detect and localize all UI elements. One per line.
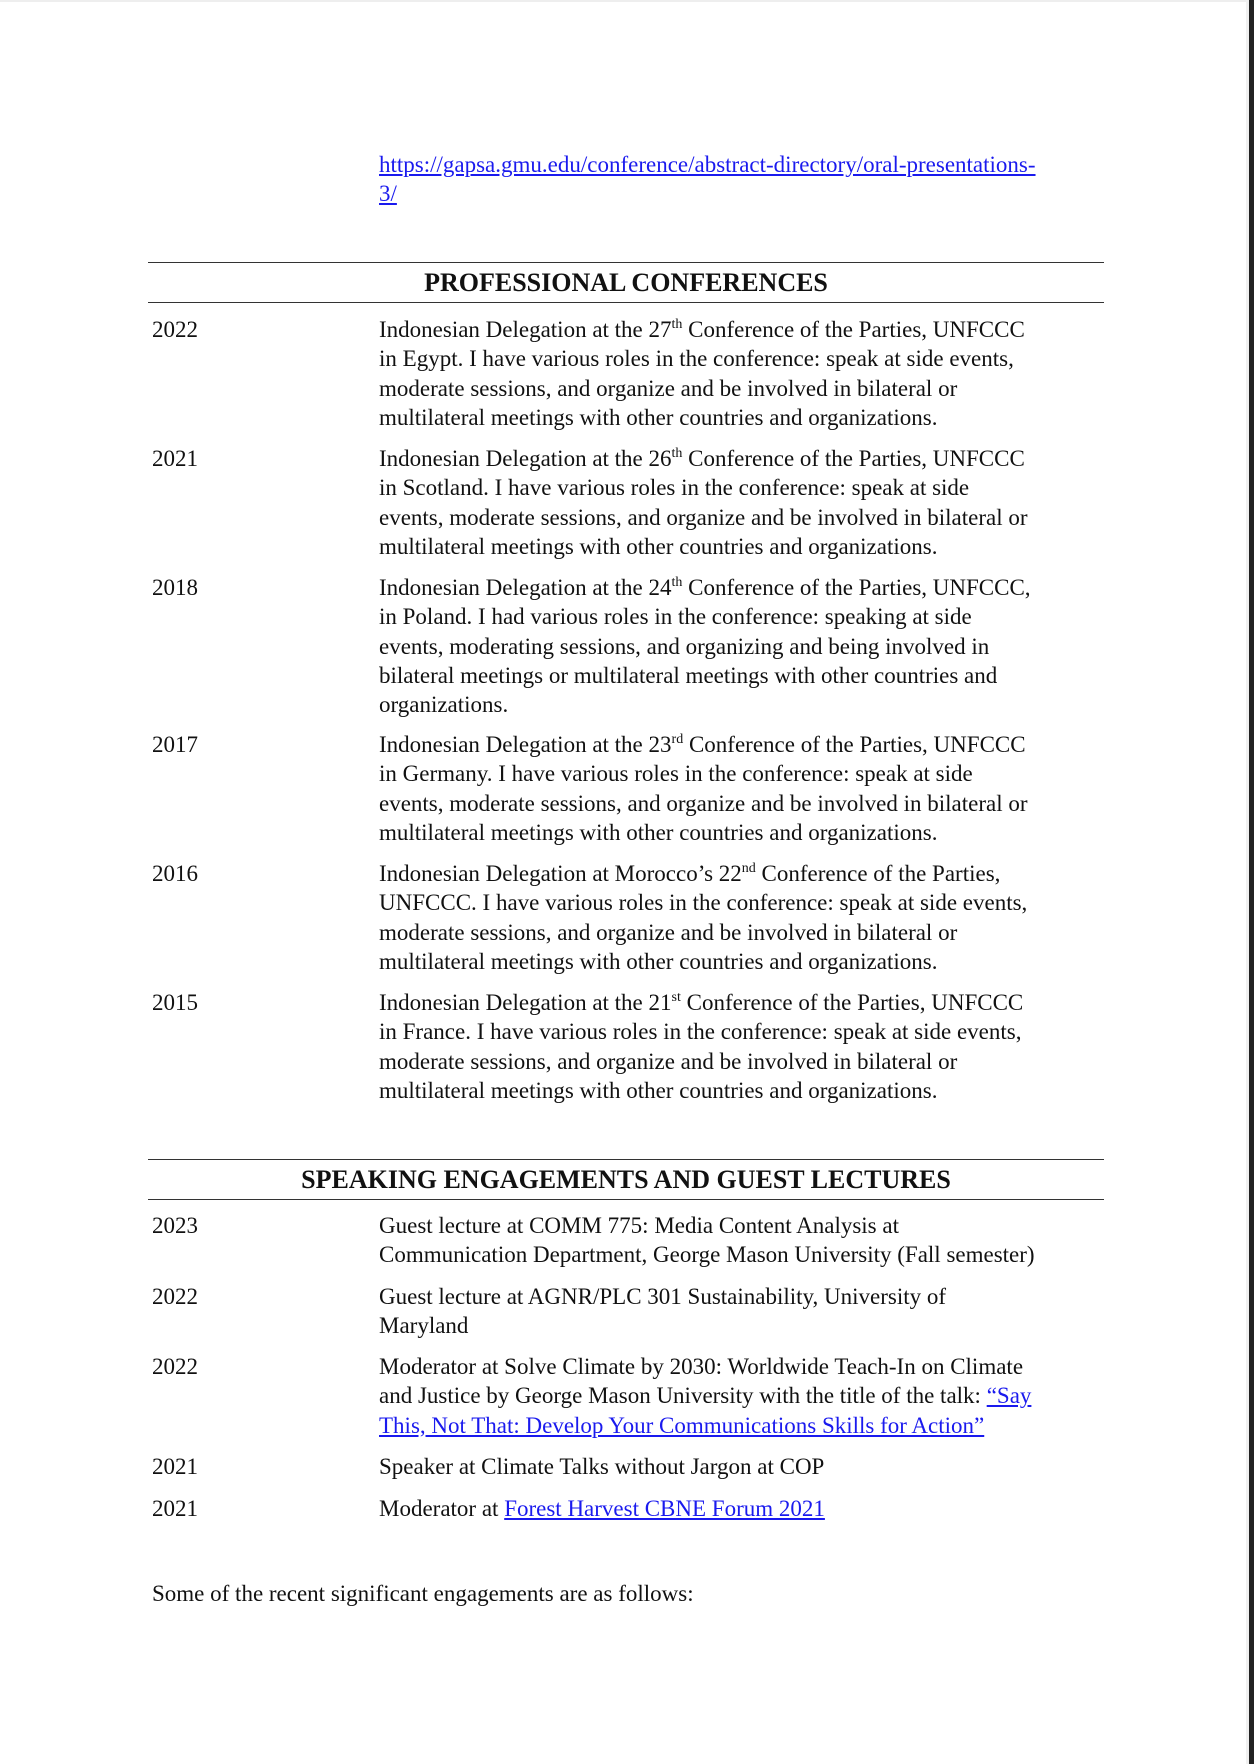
- entry-year: 2021: [152, 1454, 198, 1479]
- description-line: [379, 1017, 1023, 1046]
- hyperlink[interactable]: This, Not That: Develop Your Communications Skills for Action”: [379, 1412, 985, 1438]
- top-link[interactable]: [379, 150, 1036, 209]
- entry-year: 2022: [152, 1284, 198, 1309]
- section-divider: [148, 1199, 1104, 1200]
- text-run: Conference of the Parties, UNFCCC: [682, 317, 1025, 342]
- description-line: [379, 602, 1031, 631]
- text-run: Conference of the Parties, UNFCCC: [683, 732, 1026, 757]
- description-line: [379, 947, 1027, 976]
- text-run: Conference of the Parties, UNFCCC: [680, 990, 1024, 1015]
- description-line: [379, 888, 1027, 917]
- entry-description: [379, 444, 1028, 561]
- description-line: [379, 759, 1028, 788]
- text-run: moderate sessions, and organize and be involved in bilateral or: [379, 375, 958, 401]
- text-run: Indonesian Delegation at Morocco’s 22: [379, 861, 742, 886]
- description-line: [379, 374, 1025, 403]
- text-run: in Egypt. I have various roles in the conference: speak at side events,: [379, 346, 1014, 372]
- page-top-edge: [0, 0, 1254, 2]
- description-line: [379, 1076, 1023, 1105]
- section-divider: [148, 1159, 1104, 1160]
- description-line: [379, 988, 1023, 1017]
- description-line: [379, 503, 1028, 532]
- entry-year: 2022: [152, 1354, 198, 1379]
- description-line: [379, 1452, 824, 1481]
- text-run: in France. I have various roles in the conference: speak at side events,: [379, 1019, 1022, 1045]
- text-run: multilateral meetings with other countries and organizations.: [379, 533, 938, 559]
- text-run: multilateral meetings with other countries and organizations.: [379, 404, 938, 430]
- entry-year: 2022: [152, 317, 198, 342]
- text-run: events, moderating sessions, and organizing and being involved in: [379, 633, 990, 659]
- entry-year: 2018: [152, 575, 198, 600]
- entry-description: [379, 988, 1023, 1105]
- text-run: Indonesian Delegation at the 21: [379, 990, 672, 1015]
- description-line: [379, 444, 1028, 473]
- text-run: in Scotland. I have various roles in the conference: speak at side: [379, 475, 970, 501]
- description-line: [379, 1240, 1035, 1269]
- description-line: [379, 1311, 946, 1340]
- entry-description: [379, 730, 1028, 847]
- description-line: [379, 818, 1028, 847]
- ordinal-suffix: th: [671, 317, 683, 332]
- description-line: [379, 1352, 1031, 1381]
- description-line: [379, 1411, 1031, 1440]
- hyperlink[interactable]: Forest Harvest CBNE Forum 2021: [504, 1496, 825, 1521]
- entry-description: [379, 315, 1025, 432]
- description-line: [379, 918, 1027, 947]
- top-link-line-1[interactable]: https://gapsa.gmu.edu/conference/abstract-directory/oral-presentations-: [379, 152, 1036, 177]
- description-line: [379, 1381, 1031, 1410]
- ordinal-suffix: rd: [671, 732, 684, 747]
- description-line: [379, 1211, 1035, 1240]
- text-run: Conference of the Parties,: [755, 861, 1001, 886]
- window-border: [1249, 0, 1254, 1764]
- text-run: Indonesian Delegation at the 26: [379, 446, 672, 471]
- entry-year: 2021: [152, 446, 198, 471]
- entry-year: 2017: [152, 732, 198, 757]
- description-line: [379, 859, 1027, 888]
- section-heading-speaking: SPEAKING ENGAGEMENTS AND GUEST LECTURES: [301, 1165, 951, 1194]
- hyperlink[interactable]: “Say: [986, 1383, 1032, 1409]
- text-run: Indonesian Delegation at the 27: [379, 317, 672, 342]
- text-run: and Justice by George Mason University with the title of the talk:: [379, 1383, 987, 1409]
- ordinal-suffix: th: [671, 575, 683, 590]
- top-link-line-2[interactable]: 3/: [379, 181, 397, 207]
- text-run: Maryland: [379, 1313, 469, 1339]
- ordinal-suffix: th: [671, 446, 683, 461]
- section-divider: [148, 262, 1104, 263]
- description-line: [379, 690, 1031, 719]
- text-run: Indonesian Delegation at the 24: [379, 575, 672, 600]
- text-run: Conference of the Parties, UNFCCC,: [682, 575, 1031, 600]
- description-line: [379, 532, 1028, 561]
- description-line: [379, 632, 1031, 661]
- text-run: Speaker at Climate Talks without Jargon at COP: [379, 1454, 825, 1479]
- description-line: [379, 661, 1031, 690]
- description-line: [379, 573, 1031, 602]
- text-run: events, moderate sessions, and organize and be involved in bilateral or: [379, 790, 1028, 816]
- entry-description: [379, 1494, 825, 1523]
- text-run: multilateral meetings with other countries and organizations.: [379, 819, 938, 845]
- description-line: [379, 730, 1028, 759]
- footer-text: Some of the recent significant engagements are as follows:: [152, 1581, 694, 1606]
- entry-description: [379, 573, 1031, 719]
- entry-description: [379, 1352, 1031, 1440]
- entry-year: 2016: [152, 861, 198, 886]
- description-line: [379, 1494, 825, 1523]
- text-run: in Poland. I had various roles in the conference: speaking at side: [379, 604, 972, 630]
- entry-description: [379, 1282, 946, 1341]
- text-run: organizations.: [379, 692, 509, 718]
- entry-description: [379, 1452, 824, 1481]
- description-line: [379, 1047, 1023, 1076]
- entry-description: [379, 1211, 1035, 1270]
- text-run: multilateral meetings with other countries and organizations.: [379, 1077, 938, 1103]
- description-line: [379, 315, 1025, 344]
- text-run: Indonesian Delegation at the 23: [379, 732, 672, 757]
- text-run: UNFCCC. I have various roles in the conference: speak at side events,: [379, 890, 1028, 916]
- text-run: Guest lecture at AGNR/PLC 301 Sustainability, University of: [379, 1284, 947, 1309]
- entry-year: 2015: [152, 990, 198, 1015]
- text-run: events, moderate sessions, and organize and be involved in bilateral or: [379, 504, 1028, 530]
- text-run: bilateral meetings or multilateral meetings with other countries and: [379, 662, 998, 688]
- text-run: Moderator at: [379, 1496, 505, 1521]
- section-divider: [148, 302, 1104, 303]
- text-run: in Germany. I have various roles in the conference: speak at side: [379, 761, 973, 787]
- text-run: moderate sessions, and organize and be involved in bilateral or: [379, 1048, 958, 1074]
- entry-year: 2023: [152, 1213, 198, 1238]
- description-line: [379, 473, 1028, 502]
- entry-description: [379, 859, 1027, 976]
- description-line: [379, 789, 1028, 818]
- text-run: moderate sessions, and organize and be involved in bilateral or: [379, 919, 958, 945]
- description-line: [379, 1282, 946, 1311]
- text-run: multilateral meetings with other countries and organizations.: [379, 948, 938, 974]
- entry-year: 2021: [152, 1496, 198, 1521]
- ordinal-suffix: st: [671, 990, 681, 1005]
- text-run: Conference of the Parties, UNFCCC: [682, 446, 1025, 471]
- description-line: [379, 344, 1025, 373]
- text-run: Moderator at Solve Climate by 2030: Worldwide Teach-In on Climate: [379, 1354, 1024, 1379]
- text-run: Guest lecture at COMM 775: Media Content Analysis at: [379, 1213, 899, 1238]
- section-heading-professional-conferences: PROFESSIONAL CONFERENCES: [424, 268, 828, 297]
- text-run: Communication Department, George Mason University (Fall semester): [379, 1242, 1035, 1268]
- description-line: [379, 403, 1025, 432]
- ordinal-suffix: nd: [741, 861, 756, 876]
